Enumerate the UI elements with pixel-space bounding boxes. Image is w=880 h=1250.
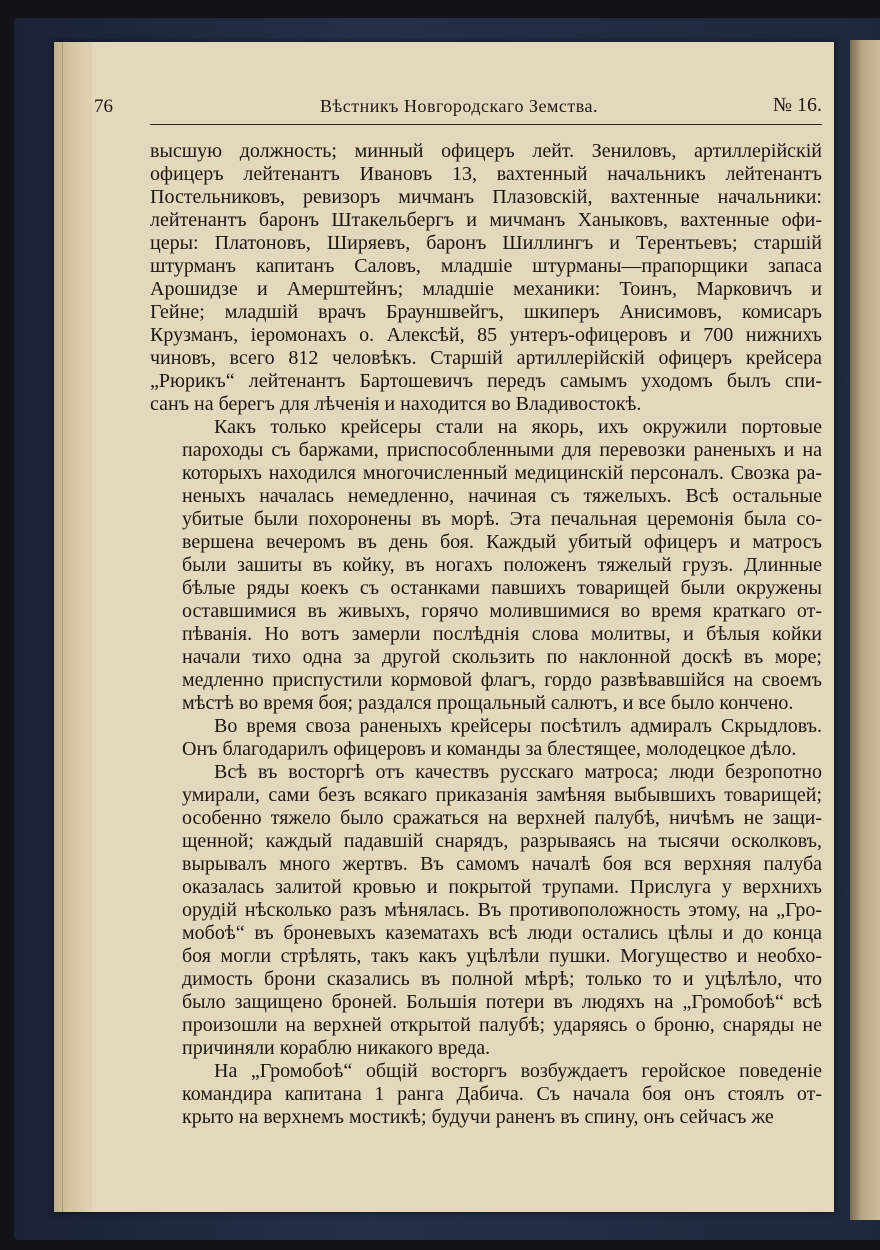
text-line: Всѣ въ восторгѣ отъ качествъ русскаго матроса; люди безропотно [214, 761, 822, 783]
paragraph [150, 761, 822, 1060]
issue-number: № 16. [772, 94, 822, 116]
text-line: вырывалъ много жертвъ. Въ самомъ началѣ боя вся верхняя палуба [182, 853, 822, 875]
text-line: церы: Платоновъ, Ширяевъ, баронъ Шиллингъ и Терентьевъ; старшій [150, 232, 822, 254]
text-line: боя могли стрѣлять, такъ какъ уцѣлѣли пушки. Могущество и необхо- [182, 945, 822, 967]
text-line: чиновъ, всего 812 человѣкъ. Старшій артиллерійскій офицеръ крейсера [150, 347, 822, 369]
paragraph [150, 416, 822, 715]
text-line: Какъ только крейсеры стали на якорь, ихъ окружили портовые [214, 416, 822, 438]
body-text [150, 140, 822, 1129]
text-line: димость брони сказались въ полной мѣрѣ; только то и уцѣлѣло, что [182, 968, 822, 990]
text-line: крыто на верхнемъ мостикѣ; будучи раненъ въ спину, онъ сейчасъ же [182, 1106, 774, 1128]
text-line: оставшимися въ живыхъ, горячо молившимися во время краткаго от- [182, 600, 822, 622]
text-line: командира капитана 1 ранга Дабича. Съ начала боя онъ стоялъ от- [182, 1083, 822, 1105]
paragraph [150, 715, 822, 761]
text-line: было защищено броней. Большія потери въ людяхъ на „Громобоѣ“ всѣ [182, 991, 822, 1013]
paragraph [150, 1060, 822, 1129]
text-line: санъ на берегъ для лѣченія и находится во Владивостокѣ. [150, 393, 642, 415]
text-line: пѣванія. Но вотъ замерли послѣднія слова молитвы, и бѣлыя койки [182, 623, 822, 645]
paragraph [150, 140, 822, 416]
text-line: офицеръ лейтенантъ Ивановъ 13, вахтенный начальникъ лейтенантъ [150, 163, 822, 185]
text-line: высшую должность; минный офицеръ лейт. Зениловъ, артиллерійскій [150, 140, 822, 162]
text-line: начали тихо одна за другой скользить по наклонной доскѣ въ море; [182, 646, 822, 668]
text-line: мѣстѣ во время боя; раздался прощальный салютъ, и все было кончено. [182, 692, 794, 714]
text-line: На „Громобоѣ“ общій восторгъ возбуждаетъ геройское поведеніе [214, 1060, 822, 1082]
text-line: пароходы съ баржами, приспособленными для перевозки раненыхъ и на [182, 439, 822, 461]
text-line: оказалась залитой кровью и покрытой трупами. Прислуга у верхнихъ [182, 876, 822, 898]
facing-page-edge [850, 40, 880, 1220]
text-line: умирали, сами безъ всякаго приказанія замѣняя выбывшихъ товарищей; [182, 784, 822, 806]
text-line: мобоѣ“ въ броневыхъ казематахъ всѣ люди остались цѣлы и до конца [182, 922, 822, 944]
text-line: Крузманъ, іеромонахъ о. Алексѣй, 85 унтеръ-офицеровъ и 700 нижнихъ [150, 324, 822, 346]
journal-title: Вѣстникъ Новгородскаго Земства. [320, 96, 598, 116]
text-line: которыхъ находился многочисленный медицинскій персоналъ. Свозка ра- [182, 462, 822, 484]
text-line: Арошидзе и Амерштейнъ; младшіе механики: Тоинъ, Марковичъ и [150, 278, 822, 300]
text-line: особенно тяжело было сражаться на верхней палубѣ, ничѣмъ не защи- [182, 807, 822, 829]
header-rule [150, 124, 822, 125]
text-line: щенной; каждый падавшій снарядъ, разрываясь на тысячи осколковъ, [182, 830, 822, 852]
text-line: Во время своза раненыхъ крейсеры посѣтилъ адмиралъ Скрыдловъ. [214, 715, 822, 737]
text-line: вершена вечеромъ въ день боя. Каждый убитый офицеръ и матросъ [182, 531, 822, 553]
text-line: лейтенантъ баронъ Штакельбергъ и мичманъ Ханыковъ, вахтенные офи- [150, 209, 822, 231]
text-line: неныхъ началась немедленно, начиная съ тяжелыхъ. Всѣ остальные [182, 485, 822, 507]
text-line: произошли на верхней открытой палубѣ; ударяясь о броню, снаряды не [182, 1014, 822, 1036]
text-line: бѣлые ряды коекъ съ останками павшихъ товарищей были окружены [182, 577, 822, 599]
page-number: 76 [94, 96, 113, 117]
text-line: Гейне; младшій врачъ Брауншвейгъ, шкиперъ Анисимовъ, комисаръ [150, 301, 822, 323]
text-line: штурманъ капитанъ Саловъ, младшіе штурманы—прапорщики запаса [150, 255, 822, 277]
text-line: были зашиты въ койку, въ ногахъ положенъ тяжелый грузъ. Длинные [182, 554, 822, 576]
text-line: „Рюрикъ“ лейтенантъ Бартошевичъ передъ самымъ уходомъ былъ спи- [150, 370, 822, 392]
page-gutter [54, 42, 92, 1212]
text-line: медленно приспустили кормовой флагъ, гордо развѣвавшійся на своемъ [182, 669, 822, 691]
text-line: убитые были похоронены въ морѣ. Эта печальная церемонія была со- [182, 508, 822, 530]
text-line: причиняли кораблю никакого вреда. [182, 1037, 491, 1059]
text-line: Постельниковъ, ревизоръ мичманъ Плазовскій, вахтенные начальники: [150, 186, 822, 208]
running-header [94, 96, 824, 122]
text-line: орудій нѣсколько разъ мѣнялась. Въ противоположность этому, на „Гро- [182, 899, 822, 921]
text-line: Онъ благодарилъ офицеровъ и команды за блестящее, молодецкое дѣло. [182, 738, 797, 760]
